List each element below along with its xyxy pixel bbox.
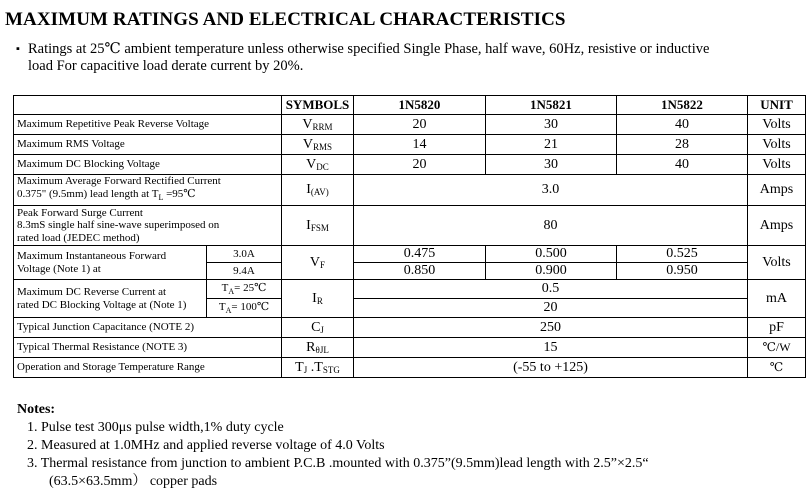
value-cell: 0.475	[354, 246, 486, 263]
value-cell: 21	[486, 135, 617, 155]
ratings-intro	[16, 41, 736, 75]
value-cell: (-55 to +125)	[354, 358, 748, 378]
row-label: Maximum Average Forward Rectified Current 0.375" (9.5mm) lead length at $T_L$ =95℃	[14, 175, 282, 206]
header-1n5820: 1N5820	[354, 96, 486, 115]
ratings-intro-text: Ratings at 25℃ ambient temperature unless otherwise specified Single Phase, half wave, 60Hz, resistive or inductive load For capacitive load derate current by 20%.	[28, 41, 710, 74]
value-cell: 0.900	[486, 263, 617, 280]
note-1: 1. Pulse test 300μs pulse width,1% duty cycle	[27, 420, 284, 435]
condition-cell: 3.0A	[207, 246, 282, 263]
note-3-continued: (63.5×63.5mm） copper pads	[49, 474, 218, 489]
row-label: Maximum DC Blocking Voltage	[14, 155, 282, 175]
unit-cell: Volts	[748, 155, 806, 175]
unit-cell: Volts	[748, 115, 806, 135]
row-label: Maximum Repetitive Peak Reverse Voltage	[14, 115, 282, 135]
page-title: MAXIMUM RATINGS AND ELECTRICAL CHARACTERISTICS	[5, 9, 566, 30]
value-cell: 20	[354, 299, 748, 318]
value-cell: 30	[486, 155, 617, 175]
value-cell: 80	[354, 206, 748, 246]
table-row	[14, 280, 806, 299]
symbol-cell: $I_R$	[282, 280, 354, 318]
symbol-cell: $T_J$ $.T_{STG}$	[282, 358, 354, 378]
condition-cell: $T_A=$ 25℃	[207, 280, 282, 299]
unit-cell: mA	[748, 280, 806, 318]
header-1n5821: 1N5821	[486, 96, 617, 115]
symbol-cell: $V_F$	[282, 246, 354, 280]
value-cell: 28	[617, 135, 748, 155]
row-label: Typical Junction Capacitance (NOTE 2)	[14, 318, 282, 338]
value-cell: 40	[617, 115, 748, 135]
symbol-cell: $I_{FSM}$	[282, 206, 354, 246]
row-label: Typical Thermal Resistance (NOTE 3)	[14, 338, 282, 358]
row-label: Peak Forward Surge Current 8.3mS single half sine-wave superimposed on rated load (JEDEC method)	[14, 206, 282, 246]
value-cell: 0.850	[354, 263, 486, 280]
note-3: 3. Thermal resistance from junction to ambient P.C.B .mounted with 0.375”(9.5mm)lead length with 2.5”×2.5“	[27, 456, 649, 471]
value-cell: 0.950	[617, 263, 748, 280]
table-row	[14, 115, 806, 135]
row-label: Maximum RMS Voltage	[14, 135, 282, 155]
table-row	[14, 135, 806, 155]
condition-cell: 9.4A	[207, 263, 282, 280]
note-2: 2. Measured at 1.0MHz and applied reverse voltage of 4.0 Volts	[27, 438, 385, 453]
notes-title: Notes:	[17, 402, 56, 417]
condition-cell: $T_A=$ 100℃	[207, 299, 282, 318]
header-1n5822: 1N5822	[617, 96, 748, 115]
unit-cell: pF	[748, 318, 806, 338]
table-row	[14, 358, 806, 378]
value-cell: 3.0	[354, 175, 748, 206]
unit-cell: ℃/W	[748, 338, 806, 358]
unit-cell: Volts	[748, 246, 806, 280]
table-row	[14, 318, 806, 338]
unit-cell: Amps	[748, 175, 806, 206]
value-cell: 20	[354, 155, 486, 175]
value-cell: 15	[354, 338, 748, 358]
value-cell: 0.525	[617, 246, 748, 263]
symbol-cell: $V_{RRM}$	[282, 115, 354, 135]
unit-cell: Volts	[748, 135, 806, 155]
table-row	[14, 155, 806, 175]
row-label: Maximum Instantaneous Forward Voltage (Note 1) at	[14, 246, 207, 280]
table-header-row	[14, 96, 806, 115]
ratings-table	[13, 95, 806, 378]
notes-section	[17, 401, 649, 491]
value-cell: 30	[486, 115, 617, 135]
table-row	[14, 246, 806, 263]
table-row	[14, 338, 806, 358]
symbol-cell: $R_{\theta JL}$	[282, 338, 354, 358]
bullet-icon: ▪	[16, 43, 20, 55]
header-symbols: SYMBOLS	[282, 96, 354, 115]
symbol-cell: $V_{RMS}$	[282, 135, 354, 155]
value-cell: 40	[617, 155, 748, 175]
row-label: Operation and Storage Temperature Range	[14, 358, 282, 378]
value-cell: 14	[354, 135, 486, 155]
row-label: Maximum DC Reverse Current at rated DC Blocking Voltage at (Note 1)	[14, 280, 207, 318]
unit-cell: ℃	[748, 358, 806, 378]
symbol-cell: $I_{(AV)}$	[282, 175, 354, 206]
symbol-cell: $V_{DC}$	[282, 155, 354, 175]
header-unit: UNIT	[748, 96, 806, 115]
table-row	[14, 206, 806, 246]
symbol-cell: $C_J$	[282, 318, 354, 338]
value-cell: 0.5	[354, 280, 748, 299]
value-cell: 0.500	[486, 246, 617, 263]
value-cell: 250	[354, 318, 748, 338]
header-blank	[14, 96, 282, 115]
table-row	[14, 175, 806, 206]
value-cell: 20	[354, 115, 486, 135]
unit-cell: Amps	[748, 206, 806, 246]
